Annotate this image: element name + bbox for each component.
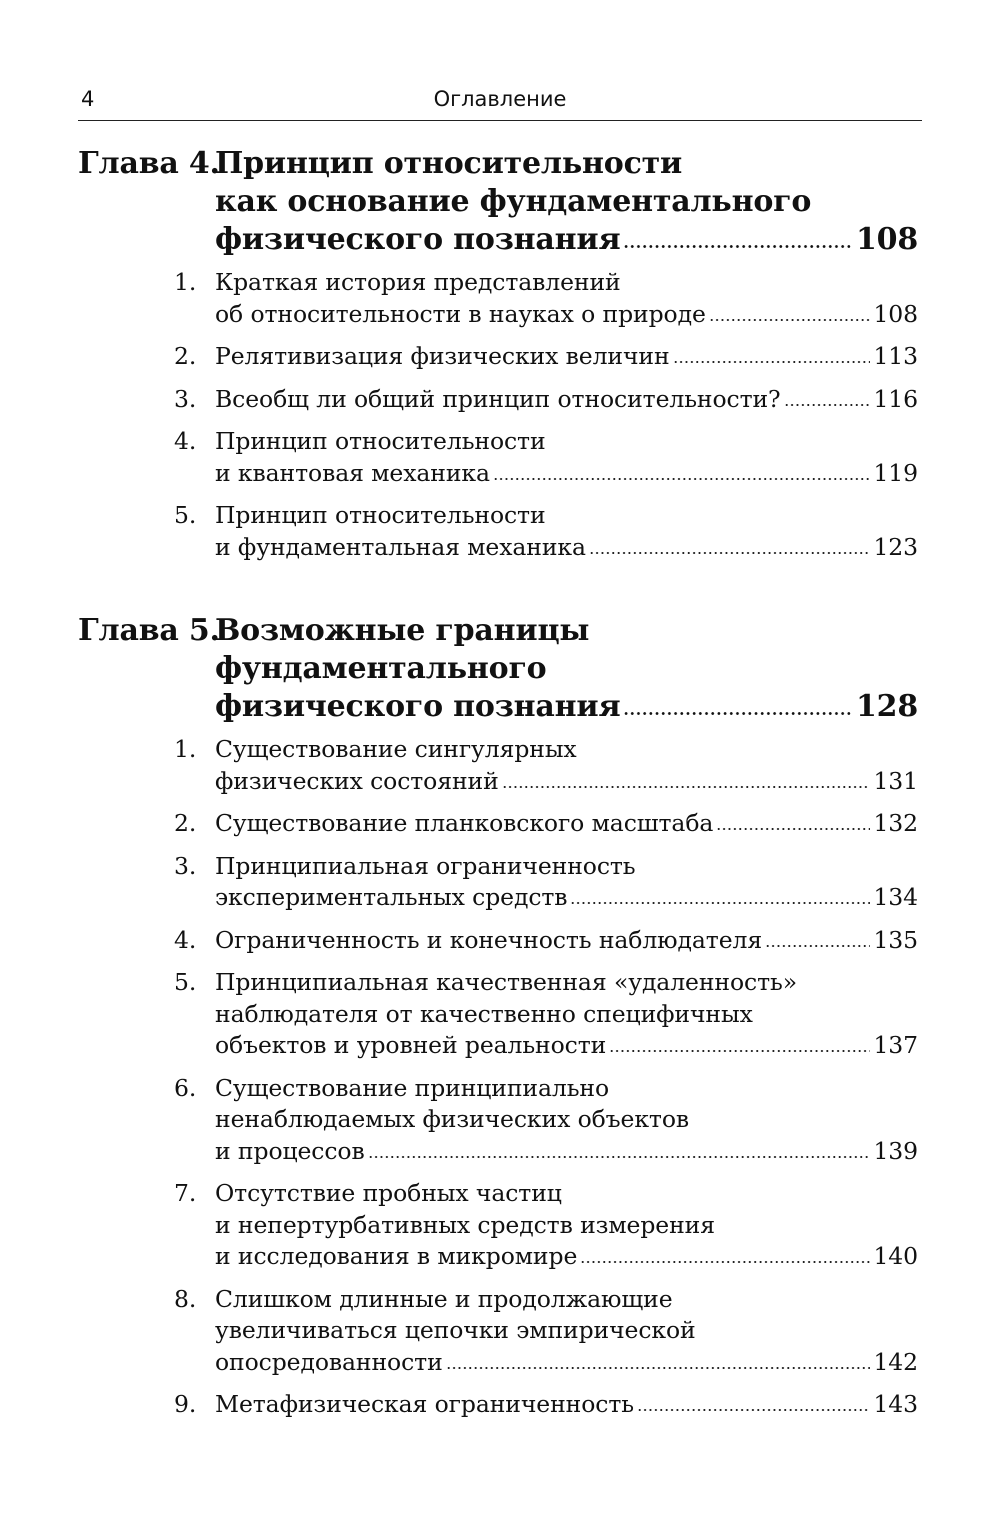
chapter-title-text: физического познания	[215, 689, 621, 724]
entry-title-text: Всеобщ ли общий принцип относительности?	[215, 384, 781, 413]
entry-page-number: 135	[873, 925, 918, 954]
entry-title-text: Ограниченность и конечность наблюдателя	[215, 925, 763, 954]
entry-title-text: экспериментальных средств	[215, 883, 568, 911]
entry-number: 3.	[174, 384, 197, 413]
entry-number: 8.	[174, 1284, 197, 1313]
entry-title	[215, 1389, 918, 1421]
chapter-label: Глава 5.	[78, 613, 220, 648]
entry-number: 2.	[174, 342, 197, 370]
entry-title-text: опосредованности	[215, 1347, 443, 1376]
entry-page-number: 142	[873, 1347, 918, 1376]
dot-leader	[609, 1042, 870, 1053]
toc-entry	[78, 267, 918, 330]
chapter-separator	[78, 574, 918, 612]
entry-last-line	[215, 341, 918, 373]
running-head	[78, 84, 922, 121]
entry-title-text: и фундаментальная механика	[215, 532, 586, 561]
toc-entry	[78, 1389, 918, 1421]
entry-last-line	[215, 882, 918, 914]
chapter-heading	[78, 612, 918, 726]
entry-number: 4.	[174, 925, 197, 954]
entry-title-text: и процессов	[215, 1136, 365, 1165]
entry-title-line: Краткая история представлений	[215, 268, 621, 296]
chapter-heading	[78, 145, 918, 259]
entry-title	[215, 967, 918, 1062]
toc-entry	[78, 341, 918, 373]
entry-last-line	[215, 925, 918, 957]
entry-last-line	[215, 1136, 918, 1168]
entry-page-number: 123	[873, 532, 918, 561]
entry-number: 1.	[174, 735, 197, 763]
entry-last-line	[215, 1347, 918, 1379]
entry-title	[215, 1178, 918, 1273]
entry-title-line: Существование принципиально	[215, 1073, 610, 1102]
dot-leader	[623, 236, 853, 250]
entry-page-number: 143	[873, 1390, 918, 1418]
dot-leader	[637, 1401, 871, 1412]
toc-entry	[78, 1073, 918, 1168]
chapter-label: Глава 4.	[78, 146, 220, 181]
entry-page-number: 139	[873, 1136, 918, 1165]
chapter-title	[215, 612, 918, 726]
entry-page-number: 140	[873, 1242, 918, 1270]
section-title: Оглавление	[433, 87, 567, 111]
entry-last-line	[215, 1030, 918, 1062]
dot-leader	[589, 544, 871, 555]
entry-page-number: 113	[873, 342, 918, 370]
entry-last-line	[215, 766, 918, 798]
entry-title-line: Принцип относительности	[215, 501, 546, 529]
entry-title-line: Принципиальная качественная «удаленность»	[215, 968, 797, 996]
entry-page-number: 119	[873, 458, 918, 487]
entry-number: 7.	[174, 1179, 197, 1207]
entry-page-number: 132	[873, 809, 918, 837]
entry-title	[215, 267, 918, 330]
entry-title-text: Релятивизация физических величин	[215, 342, 670, 370]
entry-title	[215, 500, 918, 563]
entry-page-number: 131	[873, 766, 918, 795]
entry-title-line: Отсутствие пробных частиц	[215, 1179, 562, 1207]
entry-page-number: 108	[873, 299, 918, 328]
dot-leader	[502, 778, 871, 789]
entry-title-text: и квантовая механика	[215, 458, 490, 487]
entry-title	[215, 734, 918, 797]
entry-title-line: ненаблюдаемых физических объектов	[215, 1105, 690, 1133]
entry-last-line	[215, 532, 918, 564]
entry-number: 5.	[174, 968, 197, 996]
dot-leader	[709, 311, 871, 322]
entry-title	[215, 341, 918, 373]
toc-entry	[78, 925, 918, 957]
entry-title-line: и непертурбативных средств измерения	[215, 1210, 715, 1239]
entry-last-line	[215, 384, 918, 416]
dot-leader	[570, 894, 870, 905]
entry-last-line	[215, 808, 918, 840]
entry-last-line	[215, 1389, 918, 1421]
entry-title-text: Метафизическая ограниченность	[215, 1390, 634, 1418]
dot-leader	[623, 703, 853, 717]
entry-page-number: 134	[873, 883, 918, 911]
chapter-page-number: 108	[855, 222, 918, 257]
dot-leader	[493, 470, 871, 481]
entry-title	[215, 384, 918, 416]
toc-entry	[78, 734, 918, 797]
toc-entry	[78, 426, 918, 489]
chapter-title-line: Принцип относительности	[215, 146, 683, 181]
dot-leader	[446, 1359, 871, 1370]
chapter-title-line: как основание фундаментального	[215, 184, 812, 219]
entry-last-line	[215, 458, 918, 490]
chapter-title-last-line	[215, 688, 918, 726]
toc-entry	[78, 1284, 918, 1379]
entry-title-line: Принцип относительности	[215, 427, 546, 455]
entry-title-text: об относительности в науках о природе	[215, 299, 706, 328]
chapter-title-line: фундаментального	[215, 651, 547, 686]
entry-title-line: наблюдателя от качественно специфичных	[215, 999, 753, 1028]
toc-entry	[78, 500, 918, 563]
chapter-title-last-line	[215, 221, 918, 259]
entry-number: 2.	[174, 809, 197, 837]
entry-title	[215, 808, 918, 840]
entry-number: 9.	[174, 1390, 197, 1418]
entry-last-line	[215, 299, 918, 331]
dot-leader	[368, 1148, 871, 1159]
entry-number: 6.	[174, 1073, 197, 1102]
chapter-page-number: 128	[855, 689, 918, 724]
toc-entry	[78, 1178, 918, 1273]
entry-title-line: Принципиальная ограниченность	[215, 851, 636, 880]
entry-title	[215, 925, 918, 957]
dot-leader	[784, 396, 871, 407]
entry-number: 1.	[174, 268, 197, 296]
entry-title	[215, 1284, 918, 1379]
entry-title	[215, 851, 918, 914]
dot-leader	[716, 820, 870, 831]
table-of-contents	[78, 145, 918, 1432]
entry-page-number: 116	[873, 384, 918, 413]
entry-title-text: объектов и уровней реальности	[215, 1031, 607, 1059]
toc-entry	[78, 384, 918, 416]
dot-leader	[580, 1253, 870, 1264]
dot-leader	[765, 937, 870, 948]
chapter-title	[215, 145, 918, 259]
toc-entry	[78, 967, 918, 1062]
entry-number: 5.	[174, 501, 197, 529]
entry-number: 4.	[174, 427, 197, 455]
chapter-title-text: физического познания	[215, 222, 621, 257]
dot-leader	[673, 353, 871, 364]
entry-title-text: и исследования в микромире	[215, 1242, 578, 1270]
entry-number: 3.	[174, 851, 197, 880]
toc-entry	[78, 851, 918, 914]
chapter-title-line: Возможные границы	[215, 613, 590, 648]
entry-title-line: увеличиваться цепочки эмпирической	[215, 1316, 696, 1344]
entry-title	[215, 1073, 918, 1168]
page-number: 4	[81, 87, 95, 111]
entry-last-line	[215, 1241, 918, 1273]
toc-entry	[78, 808, 918, 840]
entry-title-text: физических состояний	[215, 766, 499, 795]
entry-title-text: Существование планковского масштаба	[215, 809, 714, 837]
entry-title-line: Существование сингулярных	[215, 735, 577, 763]
entry-page-number: 137	[873, 1031, 918, 1059]
entry-title	[215, 426, 918, 489]
entry-title-line: Слишком длинные и продолжающие	[215, 1284, 673, 1313]
